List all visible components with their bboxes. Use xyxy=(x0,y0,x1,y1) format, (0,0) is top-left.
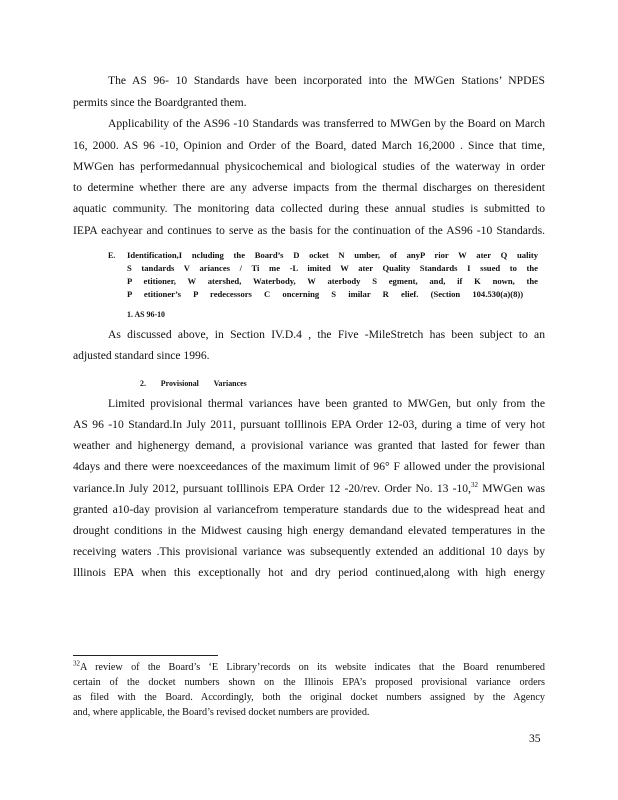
para3-line-2: adjusted standard since 1996. xyxy=(73,349,210,362)
footnote-line-1-text: A review of the Board’s ‘E Library’records on its website indicates that the Board renumbered xyxy=(80,662,545,673)
section-e-letter: E. xyxy=(108,250,116,260)
para4-line-6: granted a10-day provision al variancefrom temperature standards due to the widespread heat and xyxy=(73,503,545,516)
heading-provisional-variances: 2. Provisional Variances xyxy=(140,378,247,388)
section-e-line-2: S tandards V ariances / Ti me -L imited W ater Quality Standards I ssued to the xyxy=(127,263,538,273)
section-e-line-1: Identification,I ncluding the Board’s D ocket N umber, of anyP rior W ater Q uality xyxy=(127,250,538,260)
para3-line-1: As discussed above, in Section IV.D.4 , the Five -MileStretch has been subject to an xyxy=(108,328,545,341)
para2-line-5: aquatic community. The monitoring data collected during these annual studies is submitted to xyxy=(73,202,545,215)
para4-line-8: receiving waters .This provisional variance was subsequently extended an additional 10 days by xyxy=(73,545,545,558)
footnote-line-4: and, where applicable, the Board’s revised docket numbers are provided. xyxy=(73,707,370,718)
para4-line-7: drought conditions in the Midwest causing high energy demandand elevated temperatures in the xyxy=(73,524,545,537)
page-number: 35 xyxy=(529,732,541,745)
footnote-separator xyxy=(73,655,218,656)
para4-line-5-tail: MWGen was xyxy=(477,482,545,495)
para4-line-9: Illinois EPA when this exceptionally hot and dry period continued,along with high energy xyxy=(73,566,545,579)
para2-line-3: MWGen has performedannual physicochemical and biological studies of the waterway in order xyxy=(73,160,545,173)
para2-line-4: to determine whether there are any adverse impacts from the thermal discharges on theresident xyxy=(73,181,545,194)
para1-line-1: The AS 96- 10 Standards have been incorporated into the MWGen Stations’ NPDES xyxy=(108,74,545,87)
footnote-line-2: certain of the docket numbers shown on the Illinois EPA’s proposed provisional variance orders xyxy=(73,677,545,688)
footnote-reference-marker[interactable]: 32 xyxy=(470,481,478,490)
footnote-line-1 xyxy=(73,659,545,675)
footnote-line-3: as filed with the Board. Accordingly, both the original docket numbers assigned by the Agency xyxy=(73,692,545,703)
para2-line-6: IEPA eachyear and continues to serve as the basis for the continuation of the AS96 -10 Standards. xyxy=(73,224,545,237)
para4-line-2: AS 96 -10 Standard.In July 2011, pursuant toIllinois EPA Order 12-03, during a time of very hot xyxy=(73,418,545,431)
para4-line-5 xyxy=(73,482,545,496)
section-e-line-4: P etitioner’s P redecessors C oncerning S imilar R elief. (Section 104.530(a)(8)) xyxy=(127,289,524,299)
para4-line-4: 4days and there were noexceedances of the maximum limit of 96° F allowed under the provisional xyxy=(73,460,545,473)
para4-line-5-text: variance.In July 2012, pursuant toIllinois EPA Order 12 -20/rev. Order No. 13 -10, xyxy=(73,482,471,495)
para4-line-3: weather and highenergy demand, a provisional variance was granted that lasted for fewer than xyxy=(73,439,545,452)
para2-line-2: 16, 2000. AS 96 -10, Opinion and Order of the Board, dated March 16,2000 . Since that time, xyxy=(73,139,545,152)
para4-line-1: Limited provisional thermal variances have been granted to MWGen, but only from the xyxy=(108,397,545,410)
para2-line-1: Applicability of the AS96 -10 Standards was transferred to MWGen by the Board on March xyxy=(108,117,545,130)
heading-as-96-10: 1. AS 96-10 xyxy=(127,309,166,319)
section-e-line-3: P etitioner, W atershed, Waterbody, W aterbody S egment, and, if K nown, the xyxy=(127,276,538,286)
para1-line-2: permits since the Boardgranted them. xyxy=(73,96,247,109)
footnote-marker: 32 xyxy=(73,659,80,668)
